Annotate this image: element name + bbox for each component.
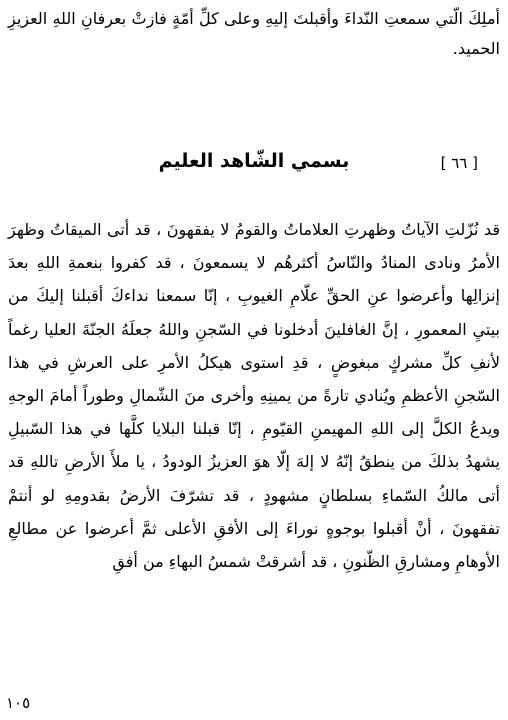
tablet-heading-row: [0, 150, 508, 184]
top-paragraph: أملِكَ الّتي سمعتِ النّداءَ وأقبلتَ إليهِ وعلى كلِّ أمّةٍ فازتْ بعرفانِ اللهِ العزيزِ الحميد.: [8, 9, 500, 58]
page-number: ١٠٥: [6, 694, 31, 712]
tablet-heading: بسمي الشّاهد العليم: [158, 150, 350, 172]
tablet-number: [ ٦٦ ]: [440, 154, 478, 172]
main-paragraph: قد نُزّلتِ الآياتُ وظهرتِ العلاماتُ والقومُ لا يفقهونَ ، قد أتى الميقاتُ وظهرَ الأمرُ ونادى المنادُ والنّاسُ أكثرهُم لا يسمعونَ ، قد كفروا بنعمةِ اللهِ بعدَ إنزالِها وأعرضوا عنِ الحقِّ علّامِ الغيوبِ ، إنّا سمعنا نداءكَ أقبلنا إليكَ من بيتيِ المعمورِ ، إنَّ الغافلينَ أدخلونا في السّجنِ واللهُ جعلَهُ الجنّةَ العليا رغماً لأنفِ كلِّ مشركٍ مبغوضٍ ، قدِ استوى هيكلُ الأمرِ على العرشِ في هذا السّجنِ الأعظمِ ويُنادي تارةً من يمينِهِ وأخرى منَ الشّمالِ وطوراً أمامَ الوجهِ ويدعُ الكلَّ إلى اللهِ المهيمنِ القيّومِ ، إنّا قبلنا البلايا كلَّها في هذا السّبيلِ يشهدُ بذلكَ من ينطقُ إنّهُ لا إلهَ إلّا هوَ العزيزُ الودودُ ، يا ملأَ الأرضِ تاللهِ قد أتى مالكُ السّماءِ بسلطانٍ مشهودٍ ، قد تشرّفَ الأرضُ بقدومِهِ لو أنتمْ تفقهونَ ، أنْ أقبلوا بوجوهٍ نوراءَ إلى الأفقِ الأعلى ثمَّ أعرضوا عن مطالعِ الأوهامِ ومشارقِ الظّنونِ ، قد أشرقتْ شمسُ البهاءِ من أفقِ: [8, 220, 500, 572]
